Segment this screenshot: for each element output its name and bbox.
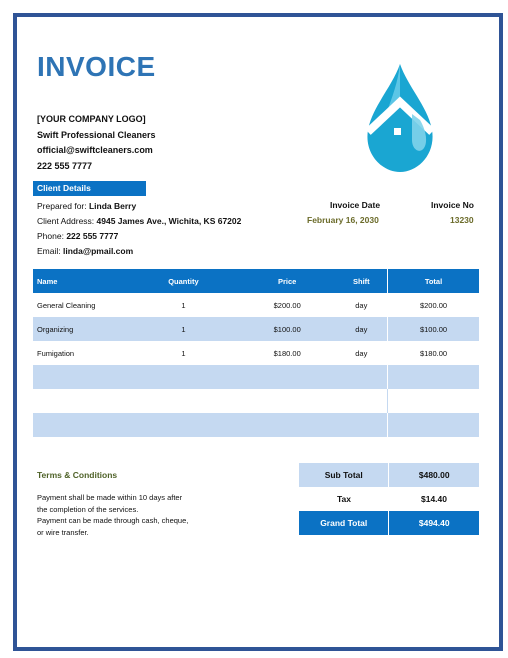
table-row — [33, 389, 479, 413]
client-details — [37, 199, 241, 259]
col-quantity-header: Quantity — [128, 269, 239, 293]
items-header-row — [33, 269, 479, 293]
grand-total-label: Grand Total — [299, 511, 389, 535]
subtotal-label: Sub Total — [299, 463, 389, 487]
terms-line: or wire transfer. — [37, 527, 89, 537]
cell-quantity — [128, 365, 239, 389]
cell-shift — [336, 413, 388, 437]
cell-name — [33, 413, 128, 437]
cell-quantity: 1 — [181, 348, 186, 358]
subtotal-row — [299, 463, 479, 487]
cell-shift: day — [336, 317, 388, 341]
company-phone: 222 555 7777 — [37, 160, 93, 171]
table-row — [33, 365, 479, 389]
client-email: Email: linda@pmail.com — [37, 246, 134, 256]
terms-line: the completion of the services. — [37, 504, 139, 514]
invoice-no-label: Invoice No — [431, 200, 474, 210]
cell-price: $200.00 — [273, 300, 301, 310]
grand-total-value: $494.40 — [389, 511, 479, 535]
cell-quantity: 1 — [181, 300, 186, 310]
col-total-header: Total — [388, 269, 479, 293]
invoice-date-label: Invoice Date — [330, 200, 381, 210]
client-details-header: Client Details — [33, 181, 146, 196]
cell-total: $180.00 — [388, 341, 479, 365]
cell-total — [388, 413, 479, 437]
tax-row — [299, 487, 479, 511]
cell-quantity — [128, 389, 239, 413]
table-row — [33, 317, 479, 341]
company-email: official@swiftcleaners.com — [37, 145, 153, 155]
client-address: Client Address: 4945 James Ave., Wichita, KS 67202 — [37, 216, 242, 226]
cell-price — [239, 389, 336, 413]
cell-price — [239, 365, 336, 389]
invoice-date-value: February 16, 2030 — [307, 215, 379, 225]
cell-shift: day — [355, 300, 368, 310]
terms-line: Payment shall be made within 10 days after — [37, 493, 183, 502]
cell-shift — [336, 389, 388, 413]
cell-price: $100.00 — [239, 317, 336, 341]
cell-quantity: 1 — [128, 317, 239, 341]
cell-total: $100.00 — [388, 317, 479, 341]
cell-total: $200.00 — [388, 293, 479, 317]
cell-name: Organizing — [33, 317, 128, 341]
cell-name: Fumigation — [37, 348, 75, 358]
cell-name: General Cleaning — [37, 300, 96, 310]
table-row — [33, 413, 479, 437]
totals-table — [299, 463, 479, 535]
col-name-header: Name — [33, 269, 128, 293]
cell-price: $180.00 — [273, 348, 301, 358]
cell-shift — [336, 365, 388, 389]
client-prepared-for: Prepared for: Linda Berry — [37, 201, 137, 211]
table-row — [33, 341, 479, 365]
invoice-title: INVOICE — [37, 51, 156, 82]
cell-total — [388, 389, 479, 413]
subtotal-value: $480.00 — [389, 463, 479, 487]
client-phone: Phone: 222 555 7777 — [37, 231, 119, 241]
company-info — [37, 112, 156, 174]
terms-title: Terms & Conditions — [37, 470, 118, 480]
grand-total-row — [299, 511, 479, 535]
col-shift-header: Shift — [336, 269, 388, 293]
cell-total — [388, 365, 479, 389]
tax-label: Tax — [336, 494, 351, 504]
col-price-header: Price — [239, 269, 336, 293]
water-drop-house-icon — [362, 62, 438, 174]
cell-quantity — [128, 413, 239, 437]
cell-shift: day — [355, 348, 368, 358]
tax-value: $14.40 — [420, 494, 447, 504]
invoice-no-value: 13230 — [450, 215, 474, 225]
company-name: Swift Professional Cleaners — [37, 129, 156, 140]
table-row — [33, 293, 479, 317]
items-table — [33, 269, 479, 437]
terms-text — [37, 492, 237, 538]
company-logo-placeholder: [YOUR COMPANY LOGO] — [37, 114, 146, 124]
cell-name — [33, 365, 128, 389]
cell-name — [33, 389, 128, 413]
cell-price — [239, 413, 336, 437]
terms-line: Payment can be made through cash, cheque, — [37, 516, 189, 525]
